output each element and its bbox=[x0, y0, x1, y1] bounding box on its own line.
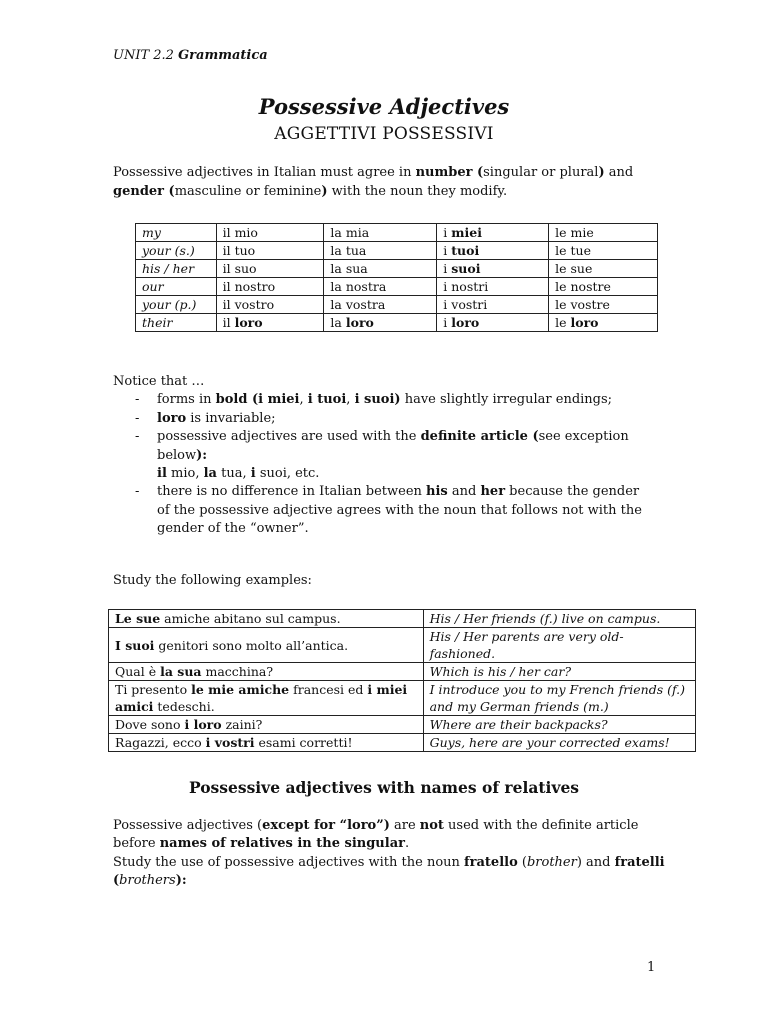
page-subtitle: AGGETTIVI POSSESSIVI bbox=[274, 124, 494, 144]
example-italian: Le sue amiche abitano sul campus. bbox=[109, 610, 424, 628]
example-row bbox=[109, 681, 696, 716]
relatives-heading: Possessive adjectives with names of relatives bbox=[188, 778, 580, 797]
possessive-row bbox=[136, 314, 658, 332]
possessive-cell: i tuoi bbox=[437, 242, 549, 260]
possessive-cell: la sua bbox=[324, 260, 437, 278]
example-italian: Qual è la sua macchina? bbox=[109, 663, 424, 681]
example-row bbox=[109, 663, 696, 681]
possessive-cell: il nostro bbox=[216, 278, 324, 296]
possessive-cell: my bbox=[136, 224, 217, 242]
example-english: Where are their backpacks? bbox=[423, 716, 695, 734]
possessive-cell: la nostra bbox=[324, 278, 437, 296]
possessive-cell: their bbox=[136, 314, 217, 332]
possessive-cell: his / her bbox=[136, 260, 217, 278]
study-label: Study the following examples: bbox=[113, 573, 312, 588]
possessive-cell: i nostri bbox=[437, 278, 549, 296]
possessive-cell: il vostro bbox=[216, 296, 324, 314]
page-title: Possessive Adjectives bbox=[258, 94, 510, 119]
notice-section bbox=[113, 373, 653, 539]
possessive-cell: i loro bbox=[437, 314, 549, 332]
possessive-cell: la vostra bbox=[324, 296, 437, 314]
notice-item: - there is no difference in Italian between his and her because the gender of the possessive adjective agrees with the noun that follows not with the gender of the “owner”. bbox=[135, 484, 642, 537]
possessive-cell: le vostre bbox=[549, 296, 658, 314]
unit-label: UNIT 2.2 bbox=[113, 48, 179, 63]
notice-heading: Notice that … bbox=[113, 374, 205, 389]
example-italian: Ti presento le mie amiche francesi ed i miei amici tedeschi. bbox=[109, 681, 424, 716]
example-row bbox=[109, 734, 696, 752]
example-english: I introduce you to my French friends (f.) and my German friends (m.) bbox=[423, 681, 695, 716]
example-italian: Dove sono i loro zaini? bbox=[109, 716, 424, 734]
possessive-cell: la mia bbox=[324, 224, 437, 242]
possessive-cell: le mie bbox=[549, 224, 658, 242]
possessive-row bbox=[136, 224, 658, 242]
notice-item: - loro is invariable; bbox=[135, 410, 276, 426]
intro-paragraph: Possessive adjectives in Italian must agree in number (singular or plural) and gender (masculine or feminine) with the noun they modify. bbox=[113, 165, 634, 199]
relatives-paragraph: Possessive adjectives (except for “loro”) are not used with the definite article before names of relatives in the singular. Study the use of possessive adjectives with the noun fratello (brother) and fratelli (brothers): bbox=[113, 818, 665, 889]
possessive-cell: il loro bbox=[216, 314, 324, 332]
possessive-cell: il tuo bbox=[216, 242, 324, 260]
unit-header bbox=[113, 48, 268, 63]
section-label: Grammatica bbox=[178, 48, 268, 63]
example-italian: I suoi genitori sono molto all’antica. bbox=[109, 628, 424, 663]
possessive-cell: le tue bbox=[549, 242, 658, 260]
example-english: His / Her friends (f.) live on campus. bbox=[423, 610, 695, 628]
possessive-row bbox=[136, 296, 658, 314]
possessive-cell: i suoi bbox=[437, 260, 549, 278]
possessive-cell: le sue bbox=[549, 260, 658, 278]
possessive-cell: your (s.) bbox=[136, 242, 217, 260]
possessive-cell: your (p.) bbox=[136, 296, 217, 314]
possessive-row bbox=[136, 278, 658, 296]
example-row bbox=[109, 610, 696, 628]
example-english: Which is his / her car? bbox=[423, 663, 695, 681]
possessive-cell: la tua bbox=[324, 242, 437, 260]
page-number: 1 bbox=[647, 960, 656, 975]
possessive-cell: i miei bbox=[437, 224, 549, 242]
possessive-cell: le nostre bbox=[549, 278, 658, 296]
example-row bbox=[109, 716, 696, 734]
example-italian: Ragazzi, ecco i vostri esami corretti! bbox=[109, 734, 424, 752]
possessive-table bbox=[135, 223, 658, 332]
possessive-cell: our bbox=[136, 278, 217, 296]
example-row bbox=[109, 628, 696, 663]
notice-item: - possessive adjectives are used with the definite article (see exception below): il mio, la tua, i suoi, etc. bbox=[135, 429, 629, 482]
example-english: His / Her parents are very old-fashioned. bbox=[423, 628, 695, 663]
possessive-row bbox=[136, 242, 658, 260]
possessive-cell: il suo bbox=[216, 260, 324, 278]
notice-item: - forms in bold (i miei, i tuoi, i suoi) have slightly irregular endings; bbox=[135, 392, 613, 408]
examples-table bbox=[108, 609, 696, 752]
possessive-row bbox=[136, 260, 658, 278]
possessive-cell: la loro bbox=[324, 314, 437, 332]
example-english: Guys, here are your corrected exams! bbox=[423, 734, 695, 752]
possessive-cell: le loro bbox=[549, 314, 658, 332]
possessive-cell: il mio bbox=[216, 224, 324, 242]
possessive-cell: i vostri bbox=[437, 296, 549, 314]
